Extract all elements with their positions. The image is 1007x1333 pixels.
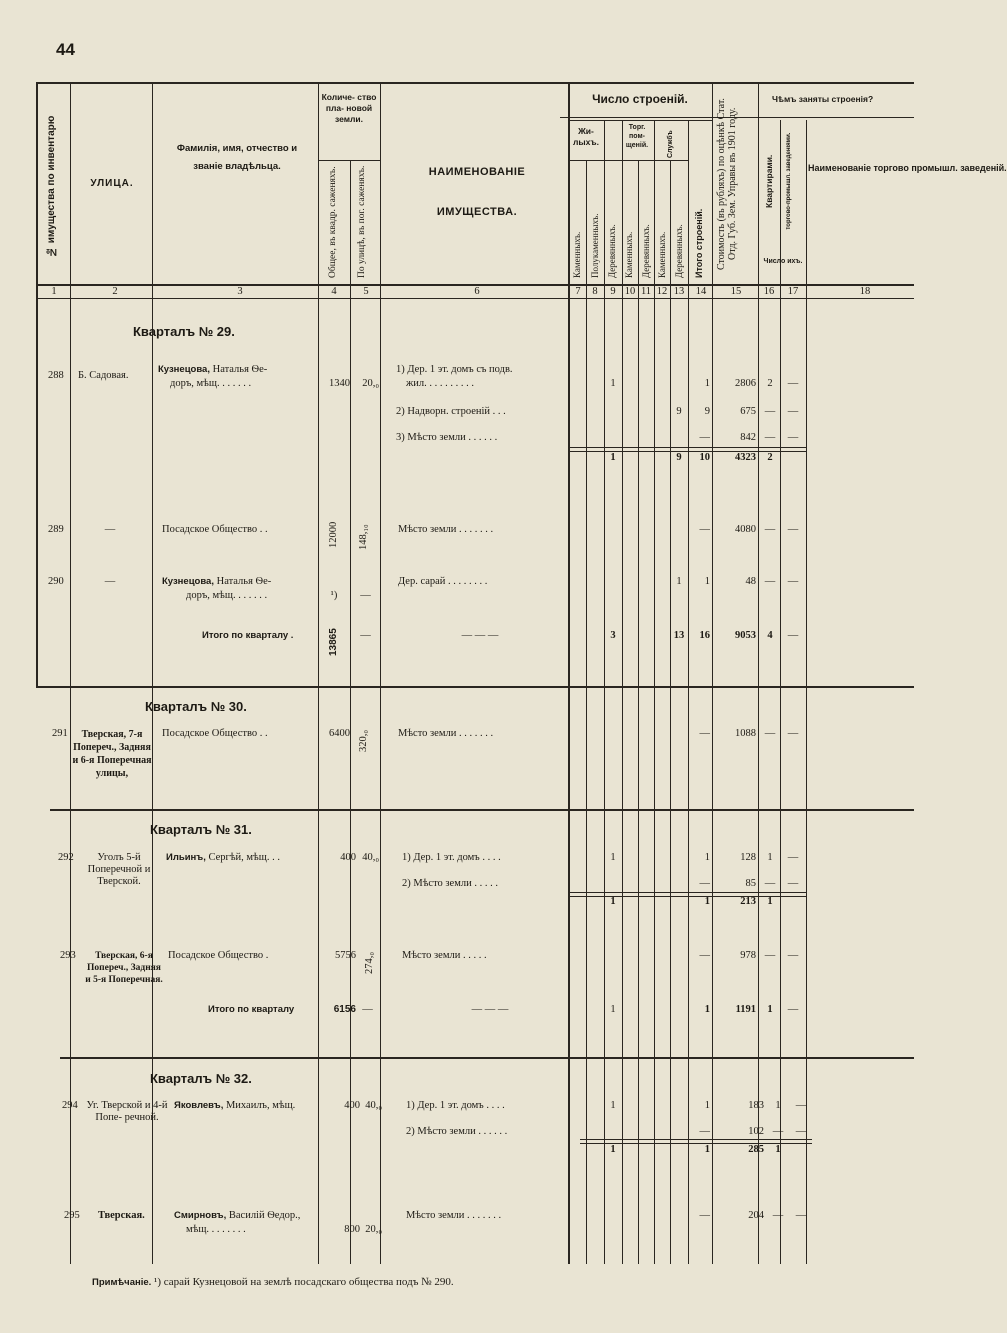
block-title-29: Кварталъ № 29. <box>133 324 235 339</box>
header-trade-wood: Деревянныхъ. <box>641 224 651 278</box>
header-apartments: Квартирами. <box>764 154 774 208</box>
header-trade: Торг. пом- щеній. <box>625 124 649 149</box>
header-wood: Деревянныхъ. <box>607 224 617 278</box>
header-land-total: Общее, въ квадр. саженяхъ. <box>328 166 338 278</box>
header-land-street: По улицѣ, въ пог. саженяхъ. <box>357 165 367 278</box>
header-half-stone: Полукаменныхъ. <box>590 213 600 278</box>
header-trade-stone: Каменныхъ. <box>624 231 634 278</box>
footnote: Примѣчаніе. ¹) сарай Кузнецовой на землѣ посадскаго общества подъ № 290. <box>92 1276 454 1288</box>
header-service: Службъ <box>667 130 674 158</box>
header-land: Количе- ство пла- новой земли. <box>321 92 377 124</box>
block-title-30: Кварталъ № 30. <box>145 699 247 714</box>
block-title-31: Кварталъ № 31. <box>150 822 252 837</box>
header-cost: Стоимость (въ рубляхъ) по оцѣнкѣ Стат. Отд. Губ. Зем. Управы въ 1901 году. <box>716 98 738 270</box>
block-title-32: Кварталъ № 32. <box>150 1071 252 1086</box>
header-inventory-no: № имущества по инвентарю <box>46 115 57 257</box>
header-stone: Каменныхъ. <box>572 231 582 278</box>
header-serv-stone: Каменныхъ. <box>657 231 667 278</box>
header-street: УЛИЦА. <box>90 178 134 189</box>
header-serv-wood: Деревянныхъ. <box>674 224 684 278</box>
header-trade-est: Торгово-промышл. заведеніями. <box>786 132 792 230</box>
header-buildings: Число строеній. <box>592 92 688 106</box>
header-living: Жи- лыхъ. <box>573 126 599 147</box>
header-count: Число ихъ. <box>763 258 803 265</box>
page-number: 44 <box>56 40 75 59</box>
header-total-buildings: Итого строеній. <box>694 208 704 278</box>
header-property: НАИМЕНОВАНІЕ ИМУЩЕСТВА. <box>428 166 526 218</box>
header-trade-name: Наименованіе торгово промышл. заведеній. <box>808 163 1007 173</box>
header-occupied: Чѣмъ заняты строенія? <box>772 94 874 104</box>
header-owner: Фамилія, имя, отчество и званіе владѣльца. <box>176 143 298 172</box>
